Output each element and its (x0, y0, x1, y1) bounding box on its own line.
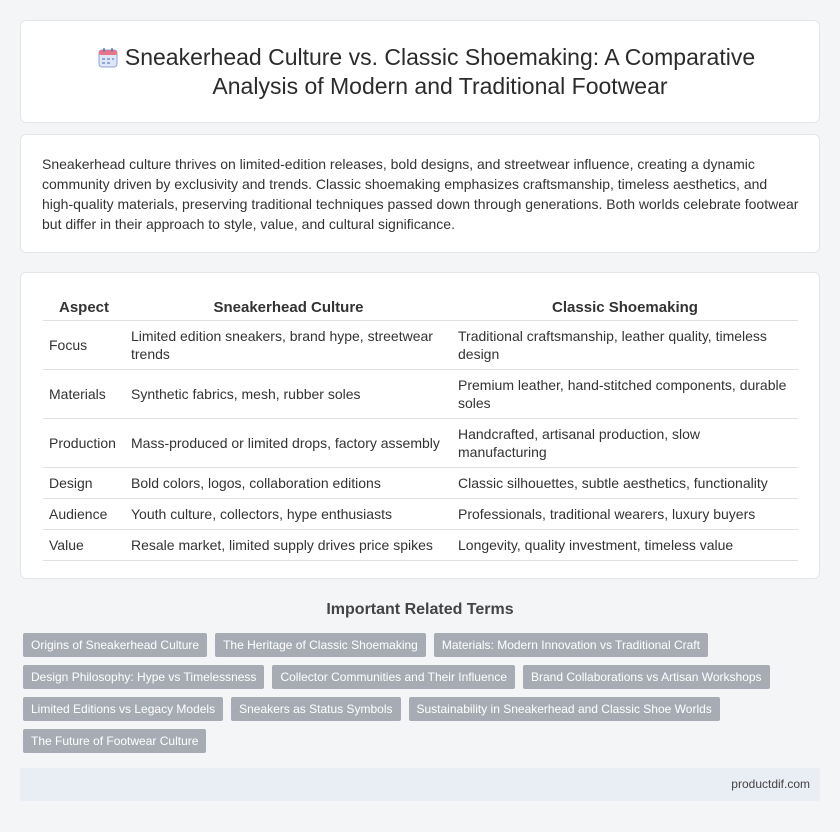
header-sneakerhead: Sneakerhead Culture (125, 296, 452, 320)
related-term-tag[interactable]: Collector Communities and Their Influence (272, 665, 515, 689)
table-row (43, 418, 798, 467)
related-term-tag[interactable]: Sneakers as Status Symbols (231, 697, 400, 721)
page-title: Sneakerhead Culture vs. Classic Shoemaking: A Comparative Analysis of Modern and Traditional Footwear (124, 43, 756, 99)
row-aspect: Materials (43, 369, 125, 418)
title-card (20, 20, 820, 123)
row-classic: Premium leather, hand-stitched components, durable soles (452, 369, 798, 418)
footer (20, 768, 820, 801)
row-classic: Traditional craftsmanship, leather quality, timeless design (452, 320, 798, 369)
row-aspect: Audience (43, 498, 125, 529)
table-row (43, 320, 798, 369)
row-sneakerhead: Synthetic fabrics, mesh, rubber soles (125, 369, 452, 418)
row-classic: Longevity, quality investment, timeless value (452, 529, 798, 560)
comparison-card (20, 272, 820, 579)
related-terms-list (23, 633, 813, 753)
comparison-table (43, 296, 798, 561)
header-aspect: Aspect (43, 296, 125, 320)
row-sneakerhead: Mass-produced or limited drops, factory assembly (125, 418, 452, 467)
row-classic: Professionals, traditional wearers, luxury buyers (452, 498, 798, 529)
table-header-row (43, 296, 798, 320)
related-term-tag[interactable]: The Future of Footwear Culture (23, 729, 206, 753)
related-term-tag[interactable]: Design Philosophy: Hype vs Timelessness (23, 665, 264, 689)
related-term-tag[interactable]: The Heritage of Classic Shoemaking (215, 633, 426, 657)
row-sneakerhead: Bold colors, logos, collaboration editions (125, 467, 452, 498)
row-sneakerhead: Youth culture, collectors, hype enthusiasts (125, 498, 452, 529)
table-row (43, 467, 798, 498)
header-classic: Classic Shoemaking (452, 296, 798, 320)
related-term-tag[interactable]: Origins of Sneakerhead Culture (23, 633, 207, 657)
related-terms-heading: Important Related Terms (326, 601, 514, 618)
row-aspect: Focus (43, 320, 125, 369)
related-term-tag[interactable]: Materials: Modern Innovation vs Traditional Craft (434, 633, 708, 657)
row-sneakerhead: Resale market, limited supply drives price spikes (125, 529, 452, 560)
table-row (43, 369, 798, 418)
row-sneakerhead: Limited edition sneakers, brand hype, streetwear trends (125, 320, 452, 369)
related-term-tag[interactable]: Brand Collaborations vs Artisan Workshops (523, 665, 770, 689)
footer-site-link[interactable]: productdif.com (731, 777, 810, 791)
table-row (43, 498, 798, 529)
row-aspect: Production (43, 418, 125, 467)
row-classic: Classic silhouettes, subtle aesthetics, functionality (452, 467, 798, 498)
intro-paragraph: Sneakerhead culture thrives on limited-edition releases, bold designs, and streetwear influence, creating a dynamic community driven by exclusivity and trends. Classic shoemaking emphasizes craftsmanship, timeless aesthetics, and high-quality materials, preserving traditional techniques passed down through generations. Both worlds celebrate footwear but differ in their approach to style, value, and cultural significance. (42, 156, 799, 232)
related-term-tag[interactable]: Sustainability in Sneakerhead and Classic Shoe Worlds (409, 697, 720, 721)
intro-card (20, 134, 820, 253)
row-aspect: Design (43, 467, 125, 498)
row-classic: Handcrafted, artisanal production, slow manufacturing (452, 418, 798, 467)
related-term-tag[interactable]: Limited Editions vs Legacy Models (23, 697, 223, 721)
table-row (43, 529, 798, 560)
row-aspect: Value (43, 529, 125, 560)
